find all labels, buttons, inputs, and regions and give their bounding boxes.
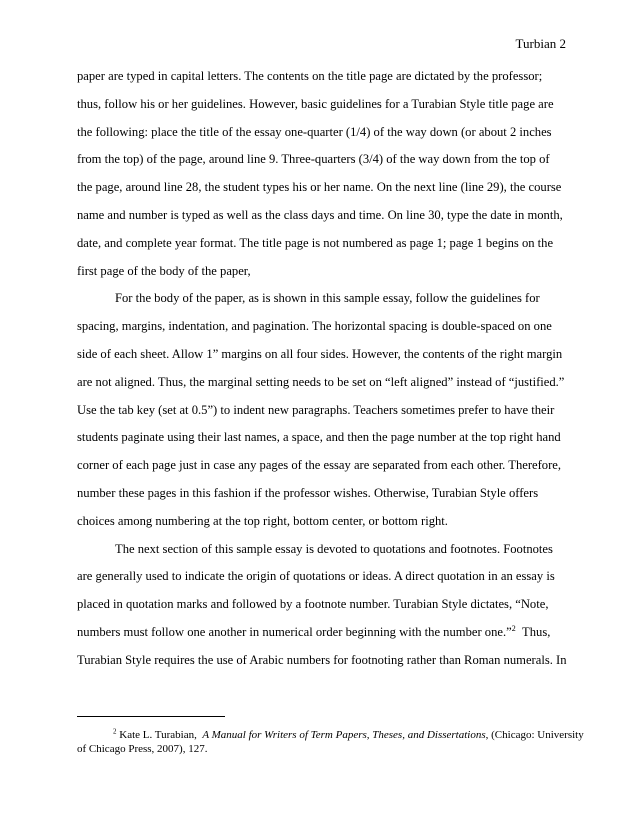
body-line: Turabian Style requires the use of Arabic numbers for footnoting rather than Roman numerals. In <box>77 652 567 667</box>
body-line: the page, around line 28, the student types his or her name. On the next line (line 29), the course <box>77 180 562 195</box>
body-line: spacing, margins, indentation, and pagination. The horizontal spacing is double-spaced on one <box>77 319 552 334</box>
body-line: name and number is typed as well as the class days and time. On line 30, type the date in month, <box>77 208 563 222</box>
body-line: Use the tab key (set at 0.5”) to indent new paragraphs. Teachers sometimes prefer to have their <box>77 402 555 417</box>
body-line: first page of the body of the paper, <box>77 263 251 278</box>
footnote-number: 2 <box>113 727 117 736</box>
body-line: the following: place the title of the essay one-quarter (1/4) of the way down (or about 2 inches <box>77 124 552 139</box>
footnote-line <box>113 728 584 742</box>
body-line: number these pages in this fashion if the professor wishes. Otherwise, Turabian Style offers <box>77 486 539 500</box>
footnote-publisher: , (Chicago: University <box>485 729 584 741</box>
body-line: students paginate using their last names, a space, and then the page number at the top right hand <box>77 430 561 445</box>
body-line: are generally used to indicate the origin of quotations or ideas. A direct quotation in an essay is <box>77 569 555 584</box>
body-line: from the top) of the page, around line 9. Three-quarters (3/4) of the way down from the top of <box>77 152 550 167</box>
body-line-text: Thus, <box>522 625 551 639</box>
running-head: Turbian 2 <box>515 36 566 51</box>
body-line <box>77 624 550 640</box>
body-line: side of each sheet. Allow 1” margins on all four sides. However, the contents of the right margin <box>77 347 563 361</box>
body-line: The next section of this sample essay is devoted to quotations and footnotes. Footnotes <box>115 541 553 556</box>
body-line: thus, follow his or her guidelines. However, basic guidelines for a Turabian Style title page are <box>77 96 554 111</box>
body-line: paper are typed in capital letters. The contents on the title page are dictated by the professor; <box>77 69 543 83</box>
body-line: date, and complete year format. The title page is not numbered as page 1; page 1 begins on the <box>77 235 554 250</box>
footnote-title: A Manual for Writers of Term Papers, Theses, and Dissertations <box>202 729 486 741</box>
body-line-text: numbers must follow one another in numerical order beginning with the number one.” <box>77 625 512 639</box>
footnote-author: Kate L. Turabian, <box>119 729 197 741</box>
body-line: For the body of the paper, as is shown in this sample essay, follow the guidelines for <box>115 291 540 306</box>
body-line: placed in quotation marks and followed by a footnote number. Turabian Style dictates, “Note, <box>77 597 549 612</box>
footnote-line: of Chicago Press, 2007), 127. <box>77 743 208 755</box>
footnote-reference: 2 <box>511 623 516 633</box>
body-line: are not aligned. Thus, the marginal setting needs to be set on “left aligned” instead of “justified.” <box>77 374 565 389</box>
body-line: corner of each page just in case any pages of the essay are separated from each other. Therefore, <box>77 458 562 473</box>
footnote-separator <box>77 716 225 717</box>
body-line: choices among numbering at the top right, bottom center, or bottom right. <box>77 513 448 528</box>
